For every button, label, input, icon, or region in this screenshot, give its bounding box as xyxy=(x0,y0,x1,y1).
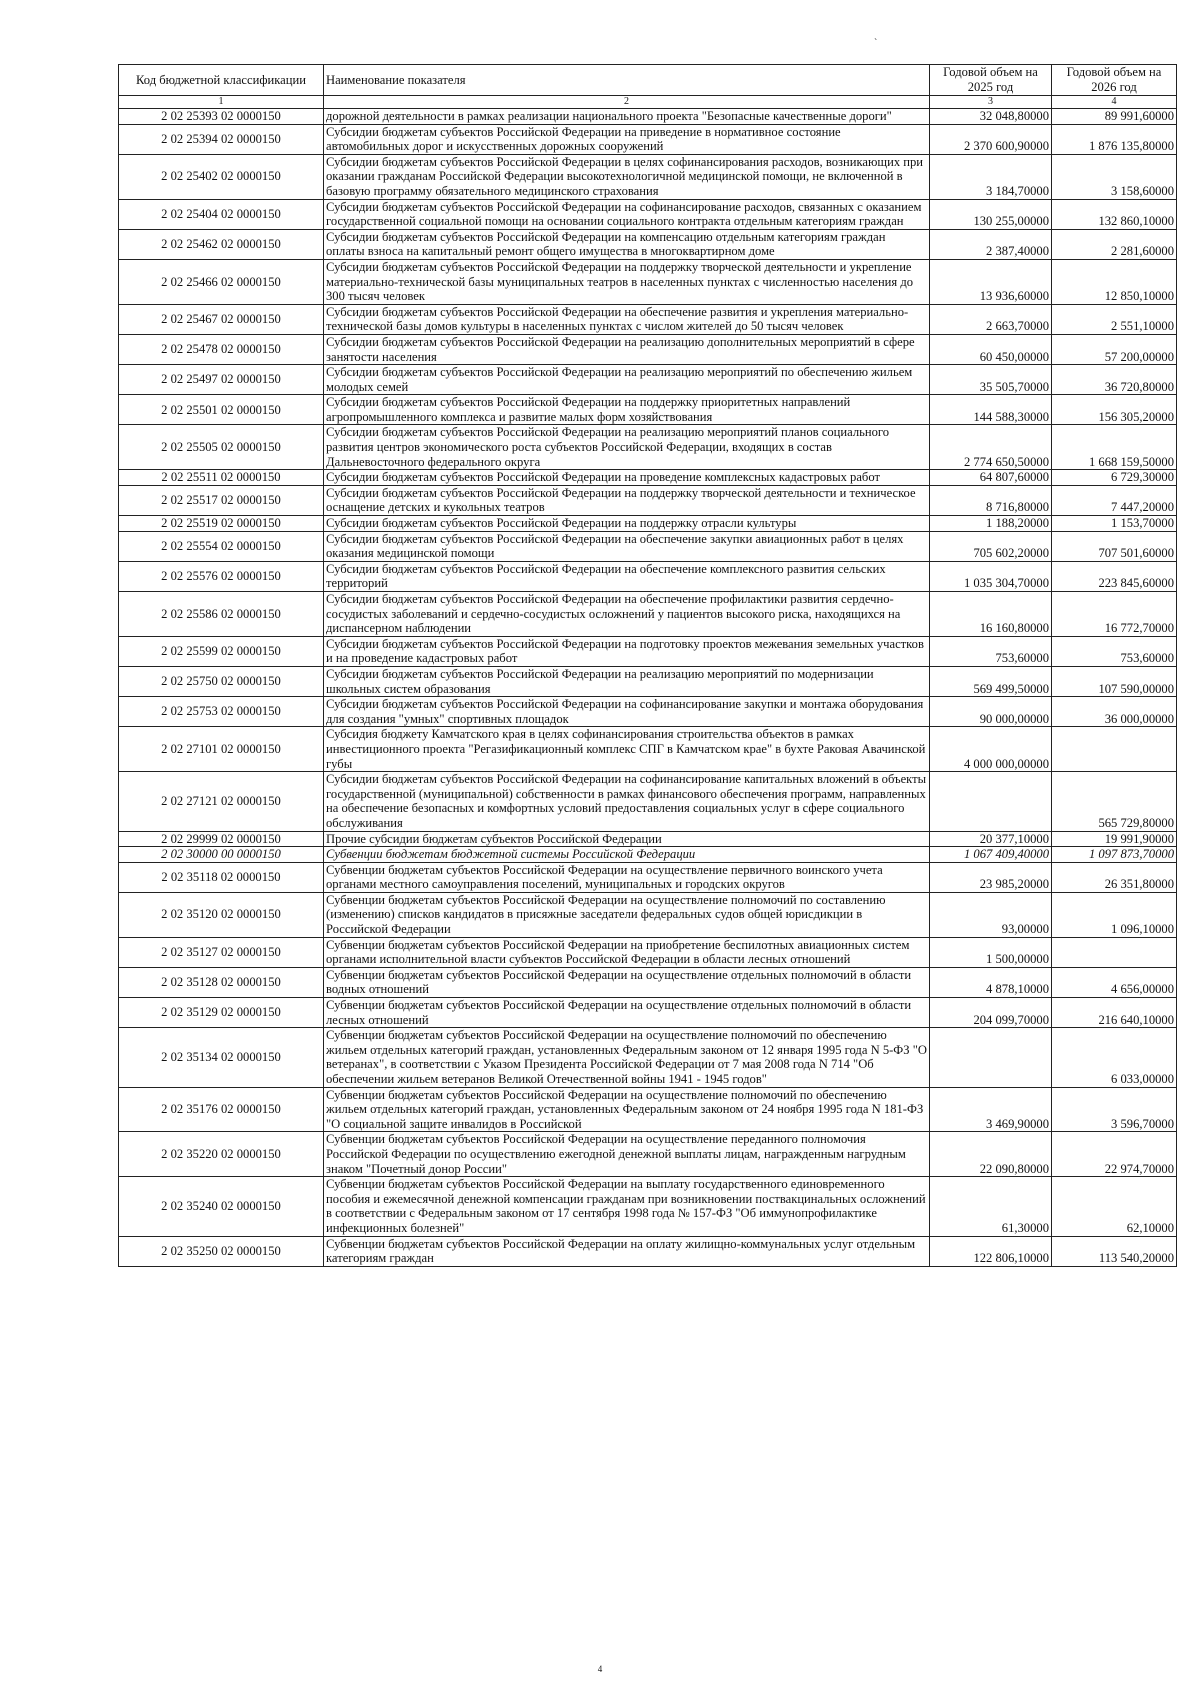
row-code: 2 02 25511 02 0000150 xyxy=(119,470,324,486)
row-value-2026: 113 540,20000 xyxy=(1052,1236,1177,1266)
row-code: 2 02 25576 02 0000150 xyxy=(119,561,324,591)
table-row xyxy=(119,425,1177,470)
row-value-2026: 6 033,00000 xyxy=(1052,1028,1177,1087)
table-row xyxy=(119,561,1177,591)
row-code: 2 02 35118 02 0000150 xyxy=(119,862,324,892)
row-value-2026: 62,10000 xyxy=(1052,1177,1177,1236)
row-code: 2 02 35134 02 0000150 xyxy=(119,1028,324,1087)
row-value-2025: 2 370 600,90000 xyxy=(930,124,1052,154)
row-name: Субвенции бюджетам субъектов Российской Федерации на осуществление отдельных полномочий в области водных отношений xyxy=(324,967,930,997)
row-code: 2 02 25394 02 0000150 xyxy=(119,124,324,154)
table-row xyxy=(119,154,1177,199)
row-code: 2 02 25402 02 0000150 xyxy=(119,154,324,199)
table-row xyxy=(119,1028,1177,1087)
table-body xyxy=(119,109,1177,1267)
table-row xyxy=(119,1087,1177,1132)
row-value-2026: 753,60000 xyxy=(1052,636,1177,666)
column-number: 4 xyxy=(1052,96,1177,109)
row-name: Субсидии бюджетам субъектов Российской Федерации на приведение в нормативное состояние автомобильных дорог и искусственных дорожных сооружений xyxy=(324,124,930,154)
row-name: дорожной деятельности в рамках реализации национального проекта "Безопасные качественные дороги" xyxy=(324,109,930,125)
row-name: Субсидии бюджетам субъектов Российской Федерации на подготовку проектов межевания земельных участков и на проведение кадастровых работ xyxy=(324,636,930,666)
row-name: Субвенции бюджетам субъектов Российской Федерации на осуществление первичного воинского учета органами местного самоуправления поселений, муниципальных и городских округов xyxy=(324,862,930,892)
row-name: Субсидии бюджетам субъектов Российской Федерации на поддержку отрасли культуры xyxy=(324,516,930,532)
table-header-row xyxy=(119,65,1177,96)
row-code: 2 02 25554 02 0000150 xyxy=(119,531,324,561)
row-value-2025: 22 090,80000 xyxy=(930,1132,1052,1177)
table-row xyxy=(119,485,1177,515)
table-row xyxy=(119,124,1177,154)
column-number-row xyxy=(119,96,1177,109)
row-value-2026 xyxy=(1052,937,1177,967)
row-value-2025: 64 807,60000 xyxy=(930,470,1052,486)
row-value-2026: 1 876 135,80000 xyxy=(1052,124,1177,154)
row-value-2025: 2 387,40000 xyxy=(930,229,1052,259)
row-name: Субсидии бюджетам субъектов Российской Федерации на поддержку приоритетных направлений агропромышленного комплекса и развитие малых форм хозяйствования xyxy=(324,395,930,425)
row-value-2025: 23 985,20000 xyxy=(930,862,1052,892)
row-value-2026: 89 991,60000 xyxy=(1052,109,1177,125)
table-row xyxy=(119,998,1177,1028)
row-value-2025: 20 377,10000 xyxy=(930,831,1052,847)
row-name: Прочие субсидии бюджетам субъектов Российской Федерации xyxy=(324,831,930,847)
table-row xyxy=(119,1236,1177,1266)
table-row xyxy=(119,1177,1177,1236)
table-row xyxy=(119,531,1177,561)
table-row xyxy=(119,862,1177,892)
table-row xyxy=(119,847,1177,863)
row-value-2025: 13 936,60000 xyxy=(930,259,1052,304)
row-name: Субвенции бюджетам субъектов Российской Федерации на осуществление отдельных полномочий в области лесных отношений xyxy=(324,998,930,1028)
row-value-2026: 2 551,10000 xyxy=(1052,304,1177,334)
row-value-2025: 204 099,70000 xyxy=(930,998,1052,1028)
row-name: Субвенции бюджетам субъектов Российской Федерации на осуществление полномочий по обеспечению жильем отдельных категорий граждан, установленных Федеральным законом от 24 ноября 1995 года N 181-ФЗ "О социальной защите инвалидов в Российской xyxy=(324,1087,930,1132)
row-value-2026: 156 305,20000 xyxy=(1052,395,1177,425)
row-value-2025: 32 048,80000 xyxy=(930,109,1052,125)
table-row xyxy=(119,697,1177,727)
row-value-2026: 3 596,70000 xyxy=(1052,1087,1177,1132)
stray-mark: ` xyxy=(874,38,878,49)
row-name: Субсидии бюджетам субъектов Российской Федерации на проведение комплексных кадастровых работ xyxy=(324,470,930,486)
row-value-2025: 93,00000 xyxy=(930,892,1052,937)
row-value-2026: 132 860,10000 xyxy=(1052,199,1177,229)
table-row xyxy=(119,334,1177,364)
table-row xyxy=(119,1132,1177,1177)
row-code: 2 02 25393 02 0000150 xyxy=(119,109,324,125)
row-value-2025: 1 188,20000 xyxy=(930,516,1052,532)
row-value-2026: 16 772,70000 xyxy=(1052,592,1177,637)
row-code: 2 02 25467 02 0000150 xyxy=(119,304,324,334)
table-row xyxy=(119,199,1177,229)
table-row xyxy=(119,937,1177,967)
row-value-2025: 753,60000 xyxy=(930,636,1052,666)
row-name: Субвенции бюджетам субъектов Российской Федерации на оплату жилищно-коммунальных услуг отдельным категориям граждан xyxy=(324,1236,930,1266)
row-value-2025: 569 499,50000 xyxy=(930,666,1052,696)
row-name: Субвенции бюджетам бюджетной системы Российской Федерации xyxy=(324,847,930,863)
row-value-2025: 1 035 304,70000 xyxy=(930,561,1052,591)
row-value-2026: 19 991,90000 xyxy=(1052,831,1177,847)
row-code: 2 02 35176 02 0000150 xyxy=(119,1087,324,1132)
row-name: Субсидии бюджетам субъектов Российской Федерации на поддержку творческой деятельности и техническое оснащение детских и кукольных театров xyxy=(324,485,930,515)
row-name: Субсидии бюджетам субъектов Российской Федерации на софинансирование расходов, связанных с оказанием государственной социальной помощи на основании социального контракта отдельным категориям граждан xyxy=(324,199,930,229)
row-name: Субвенции бюджетам субъектов Российской Федерации на осуществление полномочий по составлению (изменению) списков кандидатов в присяжные заседатели федеральных судов общей юрисдикции в Российской Федерации xyxy=(324,892,930,937)
page-number: 4 xyxy=(597,1664,603,1674)
budget-table-sheet xyxy=(118,64,1174,1267)
table-row xyxy=(119,259,1177,304)
row-code: 2 02 35250 02 0000150 xyxy=(119,1236,324,1266)
row-value-2026: 216 640,10000 xyxy=(1052,998,1177,1028)
row-name: Субсидии бюджетам субъектов Российской Федерации на обеспечение закупки авиационных работ в целях оказания медицинской помощи xyxy=(324,531,930,561)
row-code: 2 02 25750 02 0000150 xyxy=(119,666,324,696)
table-row xyxy=(119,666,1177,696)
row-code: 2 02 25501 02 0000150 xyxy=(119,395,324,425)
row-code: 2 02 25478 02 0000150 xyxy=(119,334,324,364)
row-value-2026: 36 720,80000 xyxy=(1052,365,1177,395)
row-value-2026: 26 351,80000 xyxy=(1052,862,1177,892)
row-value-2025: 122 806,10000 xyxy=(930,1236,1052,1266)
row-name: Субсидии бюджетам субъектов Российской Федерации на обеспечение развития и укрепления материально-технической базы домов культуры в населенных пунктах с числом жителей до 50 тысяч человек xyxy=(324,304,930,334)
row-value-2025: 130 255,00000 xyxy=(930,199,1052,229)
row-value-2026: 12 850,10000 xyxy=(1052,259,1177,304)
row-value-2025: 60 450,00000 xyxy=(930,334,1052,364)
budget-table xyxy=(118,64,1177,1267)
table-row xyxy=(119,772,1177,831)
row-value-2026: 6 729,30000 xyxy=(1052,470,1177,486)
row-value-2026: 3 158,60000 xyxy=(1052,154,1177,199)
row-value-2026: 1 096,10000 xyxy=(1052,892,1177,937)
column-number: 1 xyxy=(119,96,324,109)
row-name: Субсидии бюджетам субъектов Российской Федерации на обеспечение профилактики развития сердечно-сосудистых заболеваний и сердечно-сосудистых осложнений у пациентов высокого риска, находящихся на диспансерном наблюдении xyxy=(324,592,930,637)
row-code: 2 02 25505 02 0000150 xyxy=(119,425,324,470)
row-value-2026: 7 447,20000 xyxy=(1052,485,1177,515)
table-row xyxy=(119,831,1177,847)
row-value-2025: 8 716,80000 xyxy=(930,485,1052,515)
row-code: 2 02 25462 02 0000150 xyxy=(119,229,324,259)
header-2025: Годовой объем на 2025 год xyxy=(930,65,1052,96)
header-name: Наименование показателя xyxy=(324,65,930,96)
row-code: 2 02 35128 02 0000150 xyxy=(119,967,324,997)
row-name: Субсидии бюджетам субъектов Российской Федерации в целях софинансирования расходов, возникающих при оказании гражданам Российской Федерации высокотехнологичной медицинской помощи, не включенной в базовую программу обязательного медицинского страхования xyxy=(324,154,930,199)
row-value-2025: 16 160,80000 xyxy=(930,592,1052,637)
row-value-2025: 144 588,30000 xyxy=(930,395,1052,425)
row-value-2025 xyxy=(930,1028,1052,1087)
row-name: Субсидия бюджету Камчатского края в целях софинансирования строительства объектов в рамках инвестиционного проекта "Регазификационный комплекс СПГ в Камчатском крае" в бухте Раковая Авачинской губы xyxy=(324,727,930,772)
row-code: 2 02 25753 02 0000150 xyxy=(119,697,324,727)
row-value-2025: 3 469,90000 xyxy=(930,1087,1052,1132)
row-name: Субвенции бюджетам субъектов Российской Федерации на осуществление переданного полномочия Российской Федерации по осуществлению ежегодной денежной выплаты лицам, награжденным нагрудным знаком "Почетный донор России" xyxy=(324,1132,930,1177)
row-code: 2 02 35120 02 0000150 xyxy=(119,892,324,937)
row-name: Субсидии бюджетам субъектов Российской Федерации на обеспечение комплексного развития сельских территорий xyxy=(324,561,930,591)
row-value-2025 xyxy=(930,772,1052,831)
row-value-2025: 90 000,00000 xyxy=(930,697,1052,727)
table-row xyxy=(119,304,1177,334)
row-name: Субсидии бюджетам субъектов Российской Федерации на реализацию мероприятий планов социального развития центров экономического роста субъектов Российской Федерации, входящих в состав Дальневосточного федерального округа xyxy=(324,425,930,470)
row-name: Субсидии бюджетам субъектов Российской Федерации на софинансирование капитальных вложений в объекты государственной (муниципальной) собственности в рамках финансового обеспечения программ, направленных на обеспечение безопасных и комфортных условий предоставления социальных услуг в сфере социального обслуживания xyxy=(324,772,930,831)
table-row xyxy=(119,967,1177,997)
table-row xyxy=(119,395,1177,425)
row-code: 2 02 25497 02 0000150 xyxy=(119,365,324,395)
row-code: 2 02 25404 02 0000150 xyxy=(119,199,324,229)
row-value-2026: 565 729,80000 xyxy=(1052,772,1177,831)
row-code: 2 02 35220 02 0000150 xyxy=(119,1132,324,1177)
row-name: Субвенции бюджетам субъектов Российской Федерации на осуществление полномочий по обеспечению жильем отдельных категорий граждан, установленных Федеральным законом от 12 января 1995 года N 5-ФЗ "О ветеранах", в соответствии с Указом Президента Российской Федерации от 7 мая 2008 года N 714 "Об обеспечении жильем ветеранов Великой Отечественной войны 1941 - 1945 годов" xyxy=(324,1028,930,1087)
row-code: 2 02 25586 02 0000150 xyxy=(119,592,324,637)
row-name: Субсидии бюджетам субъектов Российской Федерации на поддержку творческой деятельности и укрепление материально-технической базы муниципальных театров в населенных пунктах с численностью населения до 300 тысяч человек xyxy=(324,259,930,304)
row-value-2025: 2 774 650,50000 xyxy=(930,425,1052,470)
row-name: Субвенции бюджетам субъектов Российской Федерации на выплату государственного единовременного пособия и ежемесячной денежной компенсации гражданам при возникновении поствакцинальных осложнений в соответствии с Федеральным законом от 17 сентября 1998 года № 157-ФЗ "Об иммунопрофилактике инфекционных болезней" xyxy=(324,1177,930,1236)
table-row xyxy=(119,470,1177,486)
row-value-2026: 57 200,00000 xyxy=(1052,334,1177,364)
row-code: 2 02 35129 02 0000150 xyxy=(119,998,324,1028)
row-code: 2 02 25599 02 0000150 xyxy=(119,636,324,666)
row-value-2025: 4 878,10000 xyxy=(930,967,1052,997)
row-value-2026: 707 501,60000 xyxy=(1052,531,1177,561)
column-number: 3 xyxy=(930,96,1052,109)
table-row xyxy=(119,636,1177,666)
table-row xyxy=(119,892,1177,937)
row-name: Субсидии бюджетам субъектов Российской Федерации на реализацию дополнительных мероприятий в сфере занятости населения xyxy=(324,334,930,364)
header-code: Код бюджетной классификации xyxy=(119,65,324,96)
row-code: 2 02 25466 02 0000150 xyxy=(119,259,324,304)
row-value-2025: 705 602,20000 xyxy=(930,531,1052,561)
table-row xyxy=(119,727,1177,772)
row-value-2025: 35 505,70000 xyxy=(930,365,1052,395)
row-value-2026: 2 281,60000 xyxy=(1052,229,1177,259)
row-code: 2 02 25517 02 0000150 xyxy=(119,485,324,515)
row-code: 2 02 35240 02 0000150 xyxy=(119,1177,324,1236)
row-code: 2 02 27101 02 0000150 xyxy=(119,727,324,772)
table-row xyxy=(119,365,1177,395)
row-value-2025: 61,30000 xyxy=(930,1177,1052,1236)
table-row xyxy=(119,109,1177,125)
table-row xyxy=(119,516,1177,532)
row-value-2026: 223 845,60000 xyxy=(1052,561,1177,591)
row-value-2025: 3 184,70000 xyxy=(930,154,1052,199)
row-value-2026: 36 000,00000 xyxy=(1052,697,1177,727)
row-code: 2 02 35127 02 0000150 xyxy=(119,937,324,967)
row-value-2026: 107 590,00000 xyxy=(1052,666,1177,696)
row-name: Субсидии бюджетам субъектов Российской Федерации на реализацию мероприятий по обеспечению жильем молодых семей xyxy=(324,365,930,395)
row-value-2025: 2 663,70000 xyxy=(930,304,1052,334)
row-value-2025: 1 500,00000 xyxy=(930,937,1052,967)
row-name: Субсидии бюджетам субъектов Российской Федерации на реализацию мероприятий по модернизации школьных систем образования xyxy=(324,666,930,696)
row-code: 2 02 25519 02 0000150 xyxy=(119,516,324,532)
row-code: 2 02 30000 00 0000150 xyxy=(119,847,324,863)
row-code: 2 02 27121 02 0000150 xyxy=(119,772,324,831)
row-value-2026: 1 097 873,70000 xyxy=(1052,847,1177,863)
row-name: Субсидии бюджетам субъектов Российской Федерации на софинансирование закупки и монтажа оборудования для создания "умных" спортивных площадок xyxy=(324,697,930,727)
row-value-2026: 1 153,70000 xyxy=(1052,516,1177,532)
row-name: Субвенции бюджетам субъектов Российской Федерации на приобретение беспилотных авиационных систем органами исполнительной власти субъектов Российской Федерации в области лесных отношений xyxy=(324,937,930,967)
row-value-2026: 4 656,00000 xyxy=(1052,967,1177,997)
column-number: 2 xyxy=(324,96,930,109)
row-value-2026 xyxy=(1052,727,1177,772)
row-value-2026: 1 668 159,50000 xyxy=(1052,425,1177,470)
header-2026: Годовой объем на 2026 год xyxy=(1052,65,1177,96)
row-code: 2 02 29999 02 0000150 xyxy=(119,831,324,847)
row-value-2025: 4 000 000,00000 xyxy=(930,727,1052,772)
table-row xyxy=(119,229,1177,259)
row-name: Субсидии бюджетам субъектов Российской Федерации на компенсацию отдельным категориям граждан оплаты взноса на капитальный ремонт общего имущества в многоквартирном доме xyxy=(324,229,930,259)
row-value-2026: 22 974,70000 xyxy=(1052,1132,1177,1177)
row-value-2025: 1 067 409,40000 xyxy=(930,847,1052,863)
table-row xyxy=(119,592,1177,637)
